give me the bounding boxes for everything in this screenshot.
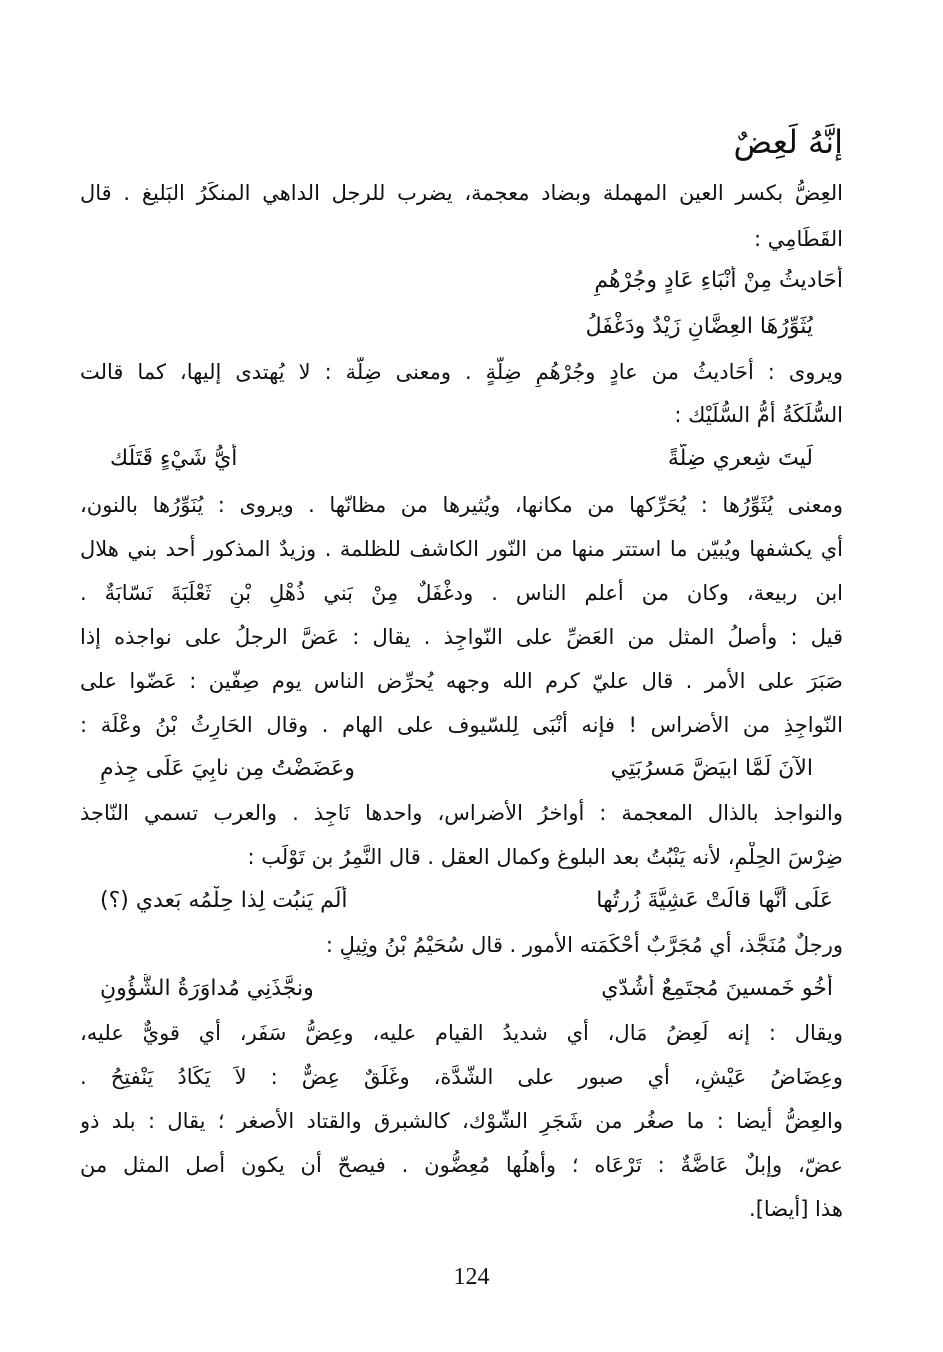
verse-hemistich: أخُو خَمسينَ مُجتَمِعٌ أشُدّي xyxy=(601,976,833,1001)
text-line: ابن ربيعة، وكان من أعلم الناس . ودغْفَلٌ مِنْ بَني ذُهْلِ بْنِ ثَعْلَبَةَ نَسّابَةٌ . xyxy=(80,581,843,605)
verse-line xyxy=(80,266,843,296)
text-line: وعِضَاضُ عَيْشٍ، أي صبور على الشّدَّة، وغَلَقٌ عِضٌّ : لاَ يَكَادُ يَنْفتِحُ . xyxy=(80,1065,843,1089)
verse-line xyxy=(110,444,813,474)
text-line: العِضُّ بكسر العين المهملة وبضاد معجمة، يضرب للرجل الداهي المنكَرُ البَليغ . قال xyxy=(80,181,843,205)
verse-hemistich: لَيتَ شِعري ضِلَّةً xyxy=(667,446,813,471)
verse-hemistich: عَلَى أنَّها قالَتْ عَشِيَّةَ زُرتُها xyxy=(596,888,833,913)
text-line: النّواجِذِ من الأضراس ! فإنه أنْبَى لِلسّيوف على الهام . وقال الحَارِثُ بْنُ وعْلَة : xyxy=(80,713,843,737)
text-line: عضّ، وإبلٌ عَاضَّةٌ : تَرْعَاه ؛ وأهلُها مُعِضُّون . فيصحّ أن يكون أصل المثل من xyxy=(80,1153,843,1177)
text-line: ورجلٌ مُنَجَّذ، أي مُجَرَّبٌ أحْكَمَته الأمور . قال سُحَيْمُ بْنُ وثِيلٍ : xyxy=(325,933,843,957)
verse-line xyxy=(100,754,813,784)
text-line: هذا [أيضا]. xyxy=(749,1197,843,1221)
text-line: القَطَامِي : xyxy=(754,227,843,251)
text-line: يُثَوِّرُهَا العِضَّانِ زَيْدٌ ودَغْفَلُ xyxy=(585,314,813,339)
verse-hemistich: أيُّ شَيْءٍ قَتَلَك xyxy=(110,446,238,471)
verse-line xyxy=(100,886,833,916)
text-line: ويقال : إنه لَعِضُ مَال، أي شديدُ القيام عليه، وعِضُّ سَفَر، أي قويٌّ عليه، xyxy=(80,1021,843,1045)
verse-hemistich: الآنَ لَمَّا ابيَضَّ مَسرُبَتِي xyxy=(610,756,813,781)
verse-hemistich: ألَم يَنبُت لِذا حِلْمُه بَعدي (؟) xyxy=(100,888,348,913)
page-number: 124 xyxy=(453,1264,490,1290)
text-line: ومعنى يُثَوِّرُها : يُحَرِّكها من مكانها، ويُثيرها من مظانّها . ويروى : يُنَوِّرُها بالنون، xyxy=(80,493,843,517)
text-line: والعِضُّ أيضا : ما صغُر من شَجَرِ الشّوْك، كالشبرق والقتاد الأصغر ؛ يقال : بلد ذو xyxy=(80,1109,843,1133)
verse-hemistich: ونجَّذَنِي مُداوَرَةُ الشُّؤُونِ xyxy=(100,976,314,1001)
verse-hemistich: وعَضَضْتُ مِن نابِيَ عَلَى جِذمِ xyxy=(100,756,355,781)
text-line: صَبَرَ على الأمر . قال عليّ كرم الله وجهه يُحرِّض الناس يوم صِفّين : عَضّوا على xyxy=(80,669,843,693)
text-line: قيل : وأصلُ المثل من العَضِّ على النّواجِذ . يقال : عَضَّ الرجلُ على نواجذه إذا xyxy=(80,625,843,649)
verse-hemistich: أحَاديثُ مِنْ أنْبَاءِ عَادٍ وجُرْهُمٍ xyxy=(594,268,843,293)
text-line: أي يكشفها ويُبيّن ما استتر منها من النّور الكاشف للظلمة . وزيدٌ المذكور أحد بني هلال xyxy=(80,537,843,561)
verse-line xyxy=(100,974,833,1004)
text-line: ضِرْسَ الحِلْمِ، لأنه يَنْبُتُ بعد البلوغ وكمال العقل . قال النَّمِرُ بن تَوْلَب : xyxy=(247,845,843,869)
text-line: السُّلَكَةُ أمُّ السُّلَيْك : xyxy=(674,403,843,427)
page-title: إنَّهُ لَعِضٌ xyxy=(733,123,843,161)
text-line: ويروى : أحَاديثُ من عادٍ وجُرْهُمٍ ضِلَّةٍ . ومعنى ضِلَّة : لا يُهتدى إليها، كما قالت xyxy=(80,360,843,384)
text-line: والنواجذ بالذال المعجمة : أواخرُ الأضراس، واحدها نَاجِذ . والعرب تسمي النّاجذ xyxy=(80,801,843,825)
